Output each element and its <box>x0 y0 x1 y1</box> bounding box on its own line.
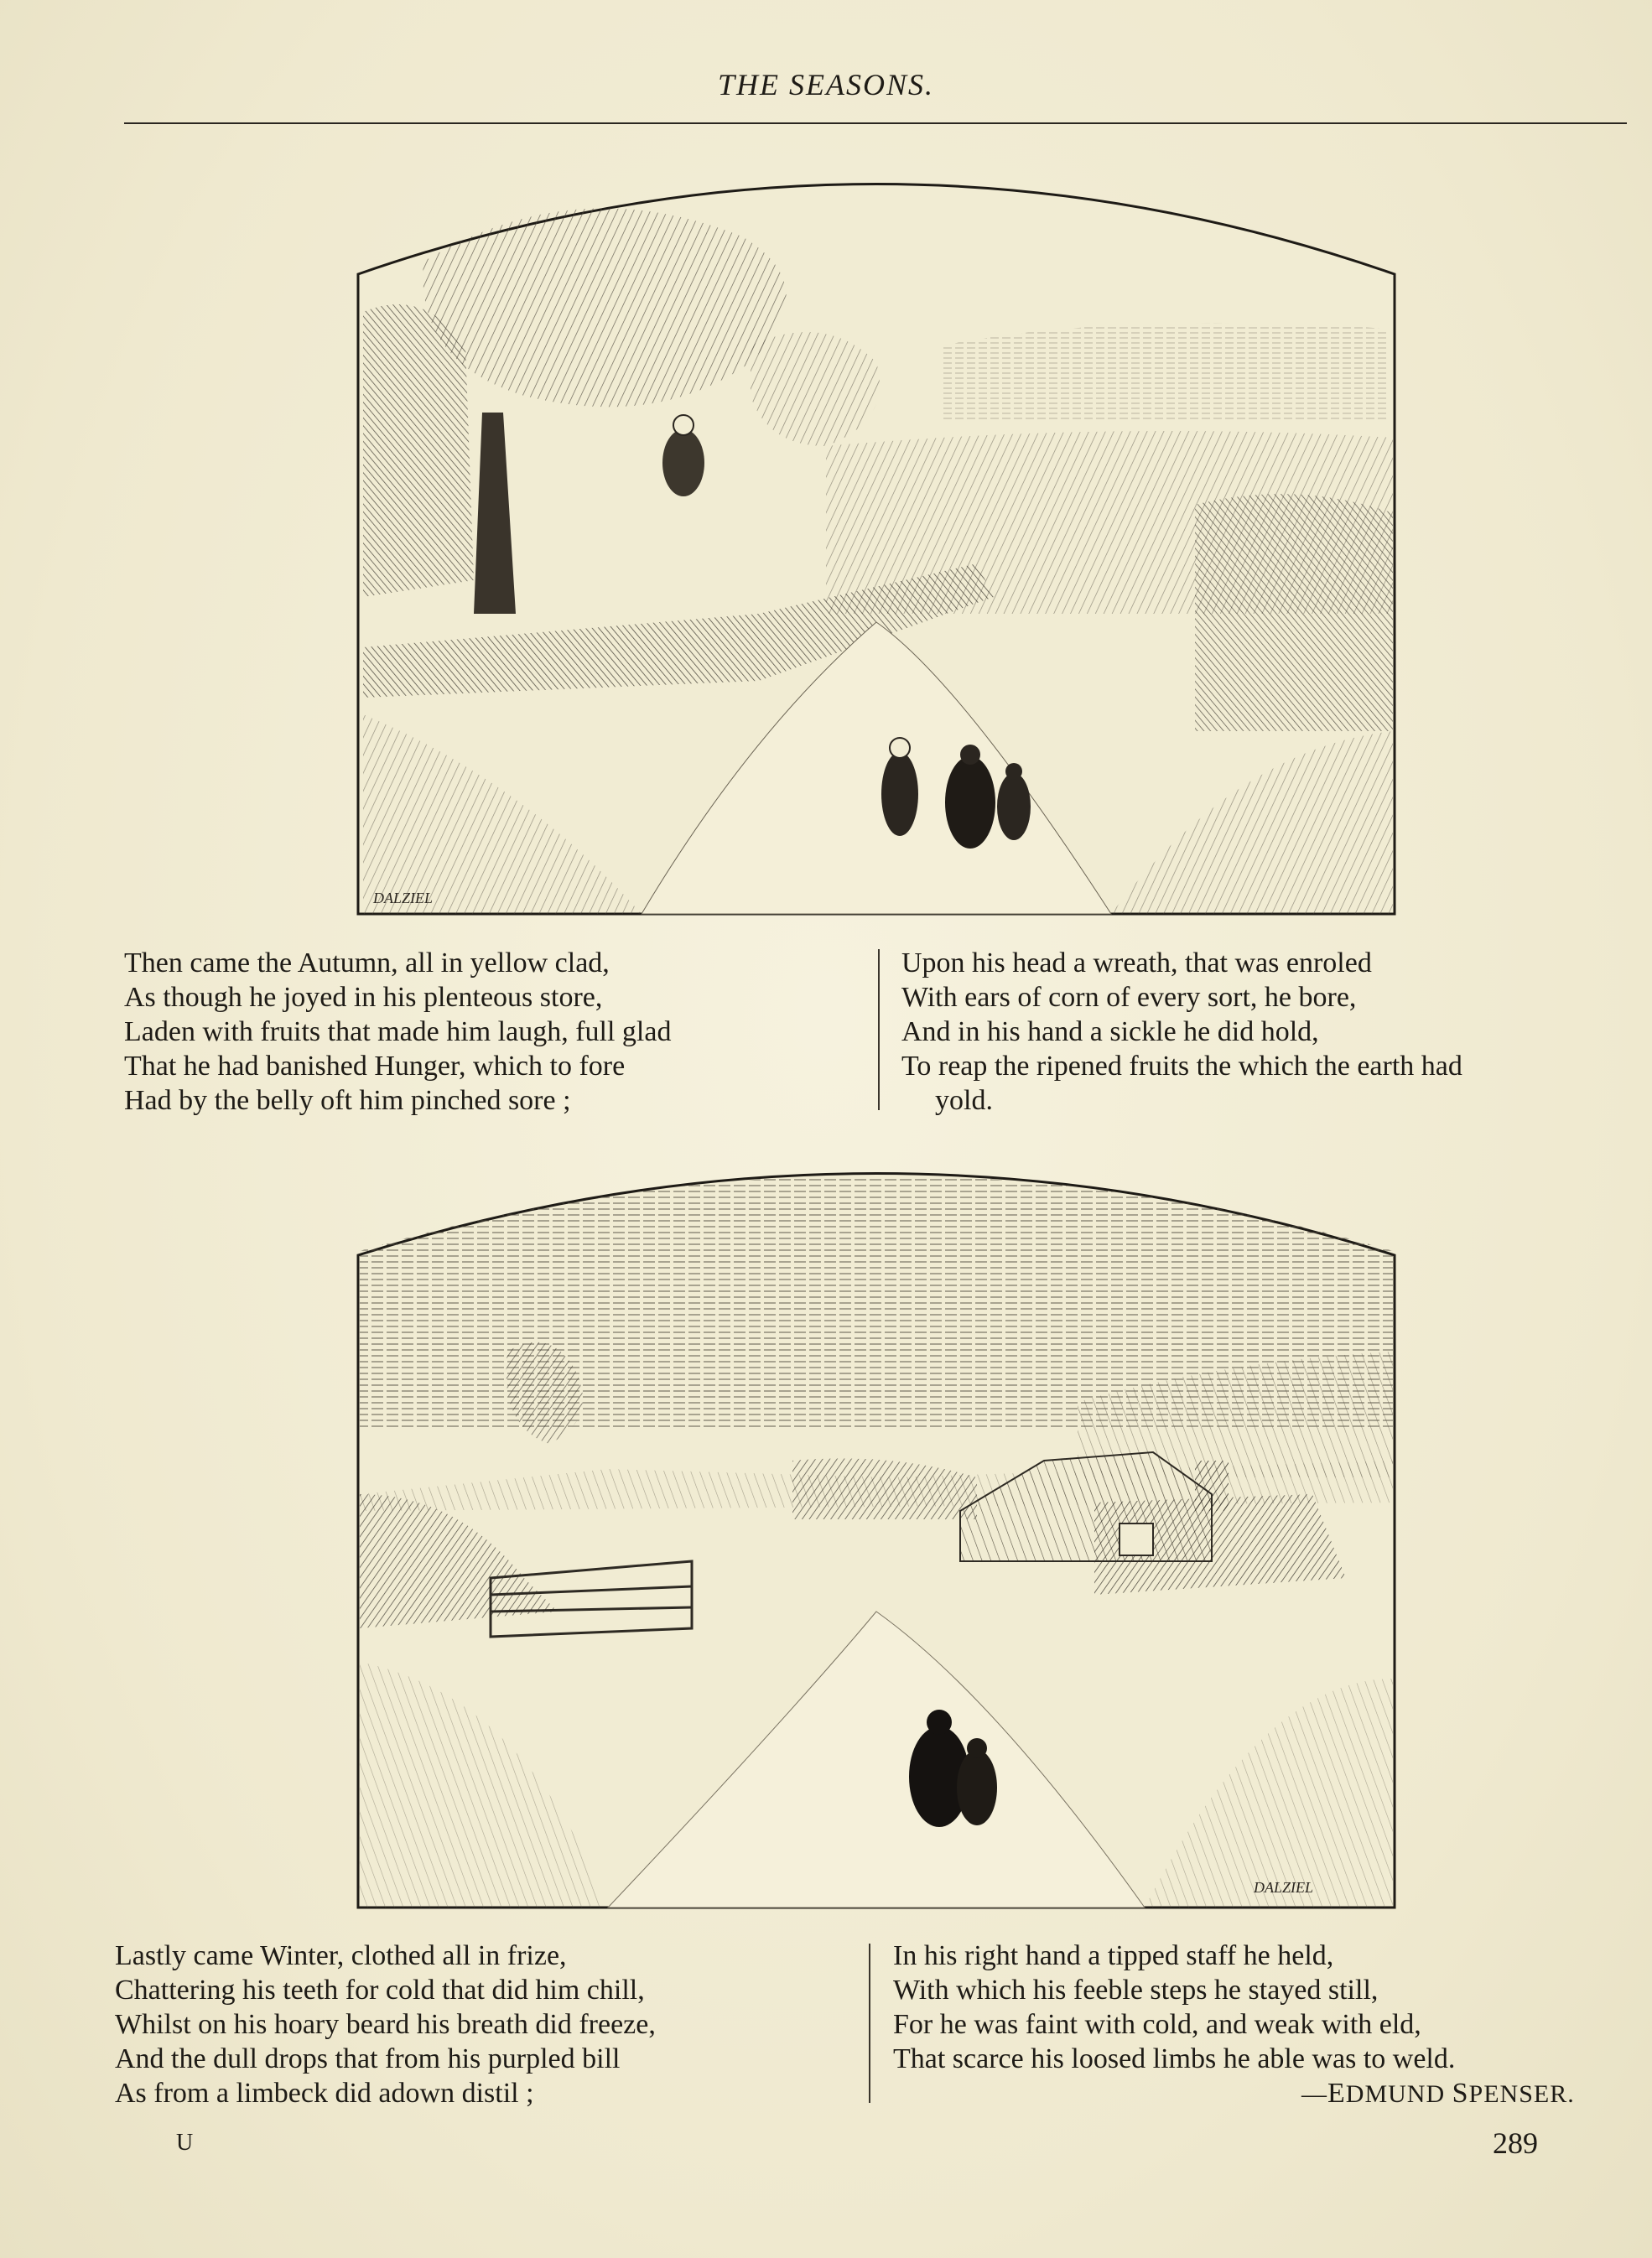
page-number: 289 <box>1493 2126 1538 2160</box>
signature-mark: U <box>176 2130 194 2156</box>
verse-line: Then came the Autumn, all in yellow clad, <box>124 947 610 978</box>
autumn-engraving <box>356 144 1396 916</box>
verse-line: Laden with fruits that made him laugh, full glad <box>124 1016 672 1047</box>
verse-line: With ears of corn of every sort, he bore, <box>901 982 1357 1013</box>
winter-stanza-left <box>115 1939 656 2110</box>
winter-column-rule <box>869 1944 870 2103</box>
verse-line: Chattering his teeth for cold that did him chill, <box>115 1975 645 2006</box>
autumn-stanza-right <box>901 946 1462 1118</box>
verse-line: In his right hand a tipped staff he held, <box>893 1940 1334 1971</box>
verse-line: Upon his head a wreath, that was enroled <box>901 947 1372 978</box>
verse-line: As though he joyed in his plenteous store, <box>124 982 603 1013</box>
verse-line: And in his hand a sickle he did hold, <box>901 1016 1319 1047</box>
verse-line: yold. <box>935 1085 993 1116</box>
verse-line: And the dull drops that from his purpled bill <box>115 2043 621 2074</box>
verse-line: With which his feeble steps he stayed still, <box>893 1975 1379 2006</box>
autumn-artist-signature: DALZIEL <box>373 890 434 906</box>
verse-line: Lastly came Winter, clothed all in frize, <box>115 1940 567 1971</box>
verse-line: That scarce his loosed limbs he able was to weld. <box>893 2043 1456 2074</box>
winter-artist-signature: DALZIEL <box>1254 1879 1314 1896</box>
verse-line: That he had banished Hunger, which to fore <box>124 1051 626 1082</box>
autumn-stanza-left <box>124 946 671 1118</box>
winter-engraving <box>356 1142 1396 1909</box>
verse-line: As from a limbeck did adown distil ; <box>115 2078 534 2109</box>
attribution: —EDMUND SPENSER. <box>1301 2078 1575 2109</box>
header-rule <box>124 122 1627 124</box>
verse-line: Whilst on his hoary beard his breath did freeze, <box>115 2009 656 2040</box>
autumn-column-rule <box>878 949 880 1110</box>
verse-line: To reap the ripened fruits the which the earth had <box>901 1051 1462 1082</box>
verse-line: For he was faint with cold, and weak with eld, <box>893 2009 1421 2040</box>
verse-line: Had by the belly oft him pinched sore ; <box>124 1085 571 1116</box>
winter-stanza-right <box>893 1939 1455 2076</box>
running-title: THE SEASONS. <box>718 68 934 101</box>
